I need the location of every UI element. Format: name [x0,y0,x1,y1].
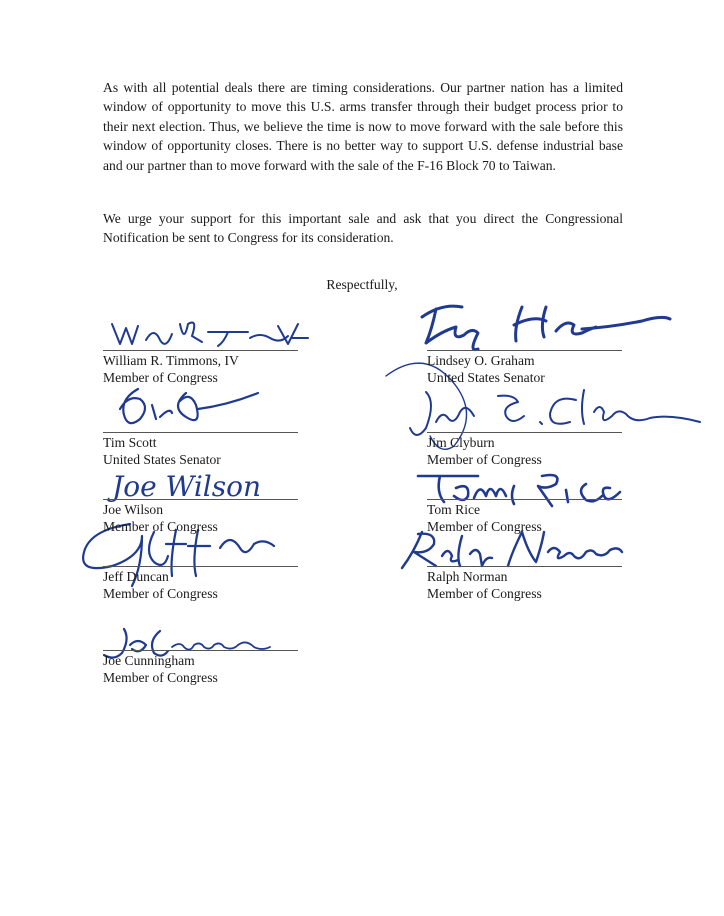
signature-line [427,499,622,500]
signatory-name: Jim Clyburn [427,435,495,450]
signature-graham [410,295,680,351]
signature-timmons [110,314,310,354]
signatory-name: Lindsey O. Graham [427,353,535,368]
signatory-name: Joe Wilson [103,502,163,517]
signatory-title: Member of Congress [427,586,542,601]
signatory-title: Member of Congress [103,670,218,685]
signature-block-graham [427,350,622,386]
signature-line [103,350,298,351]
signature-block-duncan [103,566,298,602]
body-paragraph-timing: As with all potential deals there are timing considerations. Our partner nation has a limited window of opportunity to move this U.S. arms transfer through their budget process prior to their next election. Thus, we believe the time is now to move forward with the sale before this window of opportunity closes. There is no better way to support U.S. defense industrial base and our partner than to move forward with the sale of the F-16 Block 70 to Taiwan. [103,80,623,173]
signature-line [103,650,298,651]
signatory-title: Member of Congress [103,586,218,601]
signature-block-scott [103,432,298,468]
signature-line [427,432,622,433]
signatory-title: United States Senator [427,370,545,385]
signature-line [427,566,622,567]
signature-wilson-text: Joe Wilson [112,470,262,503]
signatory-title: United States Senator [103,452,221,467]
signatory-name: Tim Scott [103,435,157,450]
signature-block-wilson [103,499,298,535]
body-paragraph-urge: We urge your support for this important sale and ask that you direct the Congressional Notification be sent to Congress for its consideration. [103,211,623,246]
signature-block-clyburn [427,432,622,468]
signatory-name: William R. Timmons, IV [103,353,239,368]
signature-line [103,432,298,433]
signatory-name: Joe Cunningham [103,653,195,668]
signature-block-norman [427,566,622,602]
signature-line [103,566,298,567]
signature-wilson [108,468,288,502]
signature-line [427,350,622,351]
signature-block-timmons [103,350,298,386]
signature-block-rice [427,499,622,535]
signatory-title: Member of Congress [427,519,542,534]
signatory-title: Member of Congress [103,370,218,385]
signatory-title: Member of Congress [427,452,542,467]
signatory-title: Member of Congress [103,519,218,534]
signature-block-cunningham [103,650,298,686]
closing-respectfully: Respectfully, [326,277,398,292]
signatory-name: Tom Rice [427,502,481,517]
signatory-name: Ralph Norman [427,569,508,584]
signature-scott [108,387,268,433]
signatory-name: Jeff Duncan [103,569,169,584]
signature-line [103,499,298,500]
